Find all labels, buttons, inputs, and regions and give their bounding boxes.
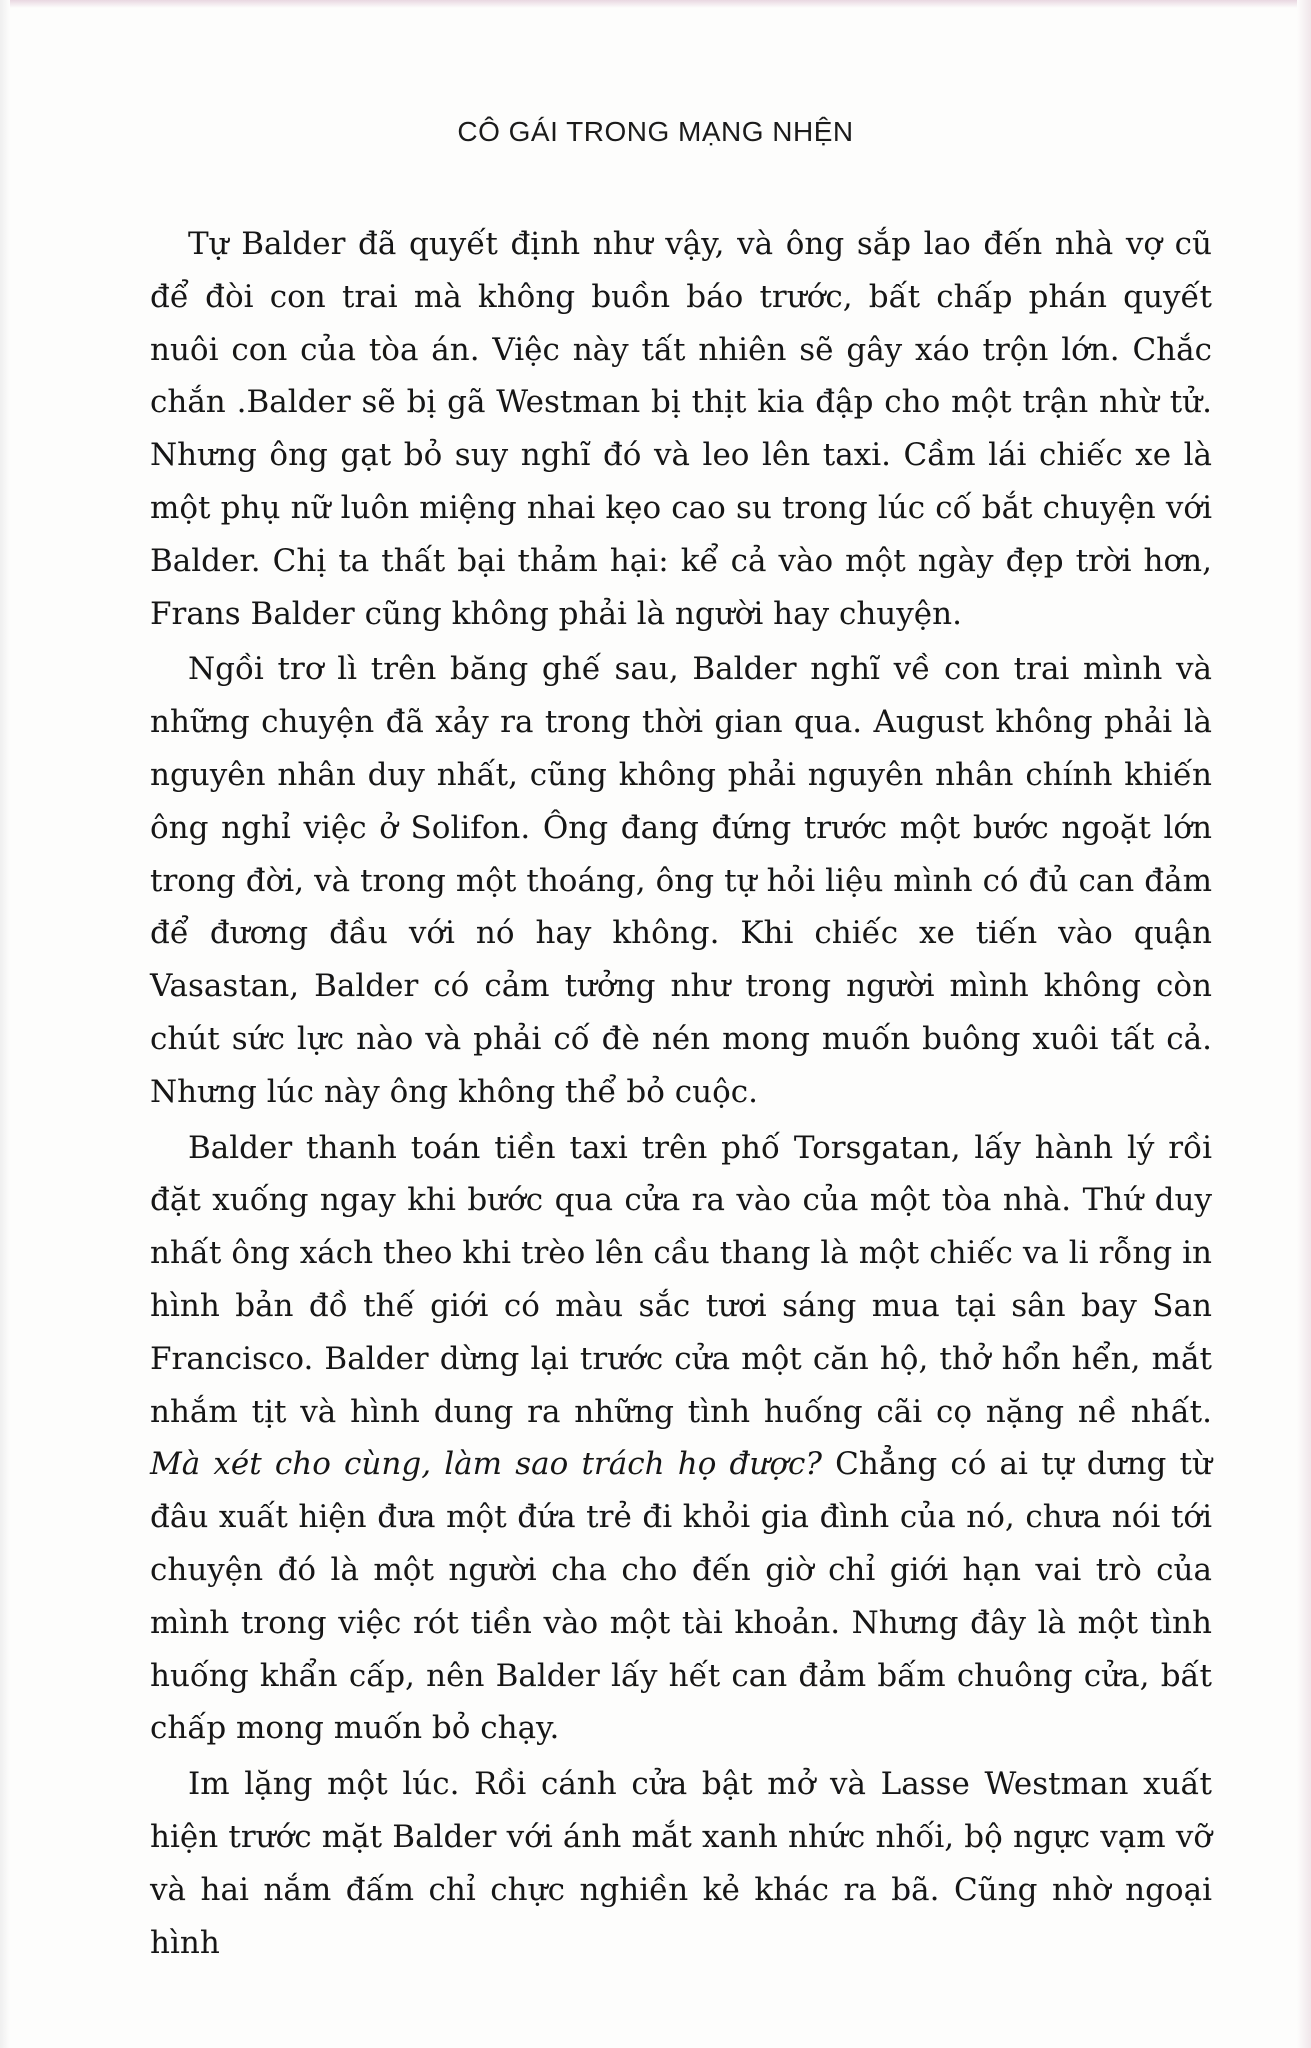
page-left-edge	[0, 0, 10, 2048]
paragraph-1: Tự Balder đã quyết định như vậy, và ông sắp lao đến nhà vợ cũ để đòi con trai mà không buồn báo trước, bất chấp phán quyết nuôi con của tòa án. Việc này tất nhiên sẽ gây xáo trộn lớn. Chắc chắn .Balder sẽ bị gã Westman bị thịt kia đập cho một trận nhừ tử. Nhưng ông gạt bỏ suy nghĩ đó và leo lên taxi. Cầm lái chiếc xe là một phụ nữ luôn miệng nhai kẹo cao su trong lúc cố bắt chuyện với Balder. Chị ta thất bại thảm hại: kể cả vào một ngày đẹp trời hơn, Frans Balder cũng không phải là người hay chuyện.	[150, 226, 1212, 632]
body-text	[150, 218, 1212, 1972]
paragraph-3-text-before: Balder thanh toán tiền taxi trên phố Torsgatan, lấy hành lý rồi đặt xuống ngay khi bước qua cửa ra vào của một tòa nhà. Thứ duy nhất ông xách theo khi trèo lên cầu thang là một chiếc va li rỗng in hình bản đồ thế giới có màu sắc tươi sáng mua tại sân bay San Francisco. Balder dừng lại trước cửa một căn hộ, thở hổn hển, mắt nhắm tịt và hình dung ra những tình huống cãi cọ nặng nề nhất.	[150, 1129, 1212, 1430]
paragraph-3-italic-text: Mà xét cho cùng, làm sao trách họ được?	[150, 1446, 822, 1483]
running-title: CÔ GÁI TRONG MẠNG NHỆN	[457, 116, 854, 147]
page-right-edge	[1297, 0, 1311, 2048]
paragraph-3-text-after: Chẳng có ai tự dưng từ đâu xuất hiện đưa một đứa trẻ đi khỏi gia đình của nó, chưa nói tới chuyện đó là một người cha cho đến giờ chỉ giới hạn vai trò của mình trong việc rót tiền vào một tài khoản. Nhưng đây là một tình huống khẩn cấp, nên Balder lấy hết can đảm bấm chuông cửa, bất chấp mong muốn bỏ chạy.	[150, 1446, 1212, 1747]
paragraph-2: Ngồi trơ lì trên băng ghế sau, Balder nghĩ về con trai mình và những chuyện đã xảy ra trong thời gian qua. August không phải là nguyên nhân duy nhất, cũng không phải nguyên nhân chính khiến ông nghỉ việc ở Solifon. Ông đang đứng trước một bước ngoặt lớn trong đời, và trong một thoáng, ông tự hỏi liệu mình có đủ can đảm để đương đầu với nó hay không. Khi chiếc xe tiến vào quận Vasastan, Balder có cảm tưởng như trong người mình không còn chút sức lực nào và phải cố đè nén mong muốn buông xuôi tất cả. Nhưng lúc này ông không thể bỏ cuộc.	[150, 651, 1212, 1110]
page-top-edge	[0, 0, 1311, 8]
paragraph-4: Im lặng một lúc. Rồi cánh cửa bật mở và Lasse Westman xuất hiện trước mặt Balder với ánh mắt xanh nhức nhối, bộ ngực vạm vỡ và hai nắm đấm chỉ chực nghiền kẻ khác ra bã. Cũng nhờ ngoại hình	[150, 1766, 1212, 1961]
paragraph-3	[150, 1122, 1212, 1756]
